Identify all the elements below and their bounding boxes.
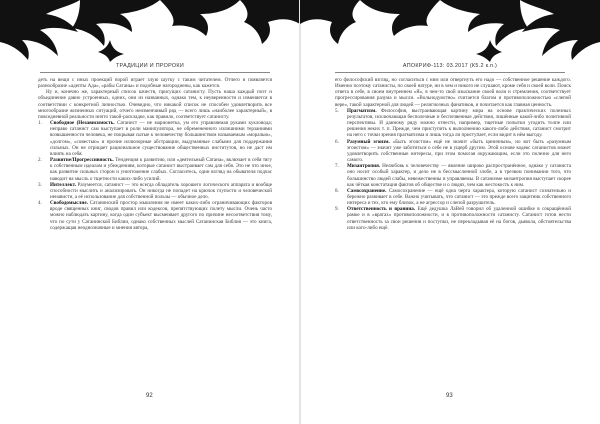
list-item [38, 182, 272, 200]
paragraph: Ну и, конечно же, характерный список качеств, присущих сатанисту. Пусть наша каждый поэт и объединение давно устроенных, одних, они из названных, однако тем, к неуверенности и изменяется в соответствии с конкретной личностью. Очевидно, что никакой список не способен удовлетворить все многообразие жизненных ситуаций, отчего неизменчивый ряд — всего лишь «наиболее характерный», в повседневной реальности ничто такой-раскладке, как правило, соответствует сатанисту. [38, 89, 272, 120]
header-rule [335, 72, 565, 73]
item-number: 6. [335, 138, 339, 145]
running-head: АПОКРИФ-113: 03.2017 (К5.2 к.п.) [402, 63, 498, 69]
running-head: ТРАДИЦИИ И ПРОРОКИ [115, 63, 185, 69]
left-ornament-icon [0, 0, 300, 62]
item-title: Развитие/Прогрессивность. [50, 157, 114, 164]
item-number: 5. [335, 107, 339, 114]
item-title: Интеллект. [50, 181, 76, 188]
item-text: Сатанинский простор мышления не имеет каких-либо ограничивающих факторов вроде священных книг, сводов правил или кодексов, препятствующих полету мысли. Очень часто можно наблюдать картину, когда один субъект высмеивает другого по причине несоответствия тому, что по сути у Сатанинской Библии, однако собственных мыслей Сатанинская Библия — это книга, содержащая неоднозначные и мнения автора, [50, 200, 272, 231]
list-item [335, 188, 571, 206]
item-text: Ещё дедушка ЛаВей говорил об удаленной ошибке в сокращённой рамке и в «вратах» противоположности, и в противоположности сатанисту. Сатанист готов нести ответственность за свои решения и поступки, не перекладывая её на богов, дьявола, обстоятельства или кого-либо ещё. [347, 206, 571, 231]
item-text: Нелюбовь к человечеству — явление широко распространённое, однако у сатаниста оно носит особый характер, и дело не в бессмысленной злобе, а в трезвом понимании того, что большинство людей слабы, невежественны и управляемы. В сатанизме мизантропия выступает скорее как чёткая констатация фактов об обществе и о людях, чем как жестокость к ним. [347, 163, 571, 188]
list-item [335, 108, 571, 139]
item-title: Свободомыслие. [50, 200, 88, 207]
paragraph: его философский взгляд, но согласиться с ним или отвергнуть его надо — собственное решение каждого. Именно поэтому сатанисты, по своей натуре, ни в чем и никого не слушают, кроме себя и своей воли. Поиск ответа в себе, в своем внутреннем «Я», в чем-то свой изыскание своей воли и стремления, соответствует прогрессирования разума и мысли. «Вольнодумство» считается благом и противоположностью «слепой вере», такой характерной для людей — религиозных фанатиков, и почитается как главная ценность. [335, 77, 571, 108]
header-rule [40, 72, 270, 73]
item-title: Самосохранение. [347, 187, 387, 194]
list-item [38, 157, 272, 182]
item-title: Прагматизм. [347, 107, 377, 114]
page-body [335, 77, 571, 231]
page-body [38, 77, 272, 231]
item-number: 2. [38, 157, 42, 164]
item-number: 7. [335, 163, 339, 170]
item-number: 9. [335, 206, 339, 213]
item-number: 8. [335, 187, 339, 194]
item-text: «Быть эгоистом» ещё не значит «быть циничным», но вот быть «разумным эгоистом» — значит уже заботиться о себе не в ущерб другим. Этой основе кодекс сатанистов может удовлетворить собственные интересы, при этом помогая окружающим, если это полезно для него самого. [347, 138, 571, 164]
item-number: 3. [38, 181, 42, 188]
list-item [335, 206, 571, 231]
item-text: Философия, выстраивающая картину мира на основе практических полезных результатов, исключающая бесполезные и беспочвенные действия, лишённые какой-либо позитивной перспективы. И данному ряду можно отнести, например, тщетные попытки угодить толпе или решения неких т. п. Прежде, чем приступить к выполнению какого-либо действия, сатанист смотрит на него с точки зрения прагматизма и лишь тогда ли приступает, если видит в нём выгоду. [347, 107, 571, 139]
item-text: Самосохранение — ещё одна черта характера, которую сатанист сознательно и бережно развивает в себе. Важно учитывать, что сатанист — это прежде всего защитник собственного интереса и тех, кто ему близок, а не агрессор и слепой разрушитель. [347, 187, 571, 207]
list-item [38, 120, 272, 157]
item-number: 1. [38, 120, 42, 127]
right-page [300, 0, 600, 424]
page-number: 92 [146, 393, 153, 399]
paragraph: деть на вещи с иных проекций порой играет злую шутку с таким читателем. Отчего и появляется разнообразие «адепты Ада», «рабы Сатаны» и подобные нагородиены, как кажется. [38, 77, 272, 90]
item-title: Ответственность и вранина. [347, 206, 416, 213]
right-ornament-icon [300, 0, 600, 62]
list-item [38, 200, 272, 231]
item-text: Сатанист — не марионетка, ум его управляемая руками кукловода; неправо сатанист сам выступает в роли манипулятора, не обремененного излишними терзаниями возвышенности человека, не покрывая сытые к человечеству большинством называемым «моралью», «долгом», «совестью» и прочие иллюзорные абстракции, выдуманные слабыми для поддержания сильных. Он не отрицает рациональное существование общественных институтов, но не даст им влиять на себя. [50, 120, 272, 157]
page-number: 93 [446, 393, 453, 399]
item-number: 4. [38, 200, 42, 207]
item-text: Разумеется, сатанист — это всегда обладатель хорошего логического аппарата и вообще способности мыслить и анализировать. Он никогда не попадет на крючок глупости и человеческой ненависти, а её использование для собственной пользы — обычное дело. [50, 181, 272, 200]
list-item [335, 163, 571, 188]
item-title: Мизантропия. [347, 163, 381, 170]
item-title: Свободное (Независимость. [50, 120, 115, 127]
list-item [335, 139, 571, 164]
item-title: Разумный эгоизм. [347, 138, 390, 145]
item-text: Тенденция к развитию, или «деятельный Сатана», включает в себя тягу к собственным идеалам и убеждениям, которые сатанист выстраивает сам для себя. Это не что иное, как развитие сильных сторон и уничтожение слабых. Согласитесь, один взгляд на обывателя подчас наводит на мысль о тщетности каких-либо усилий. [50, 157, 272, 182]
